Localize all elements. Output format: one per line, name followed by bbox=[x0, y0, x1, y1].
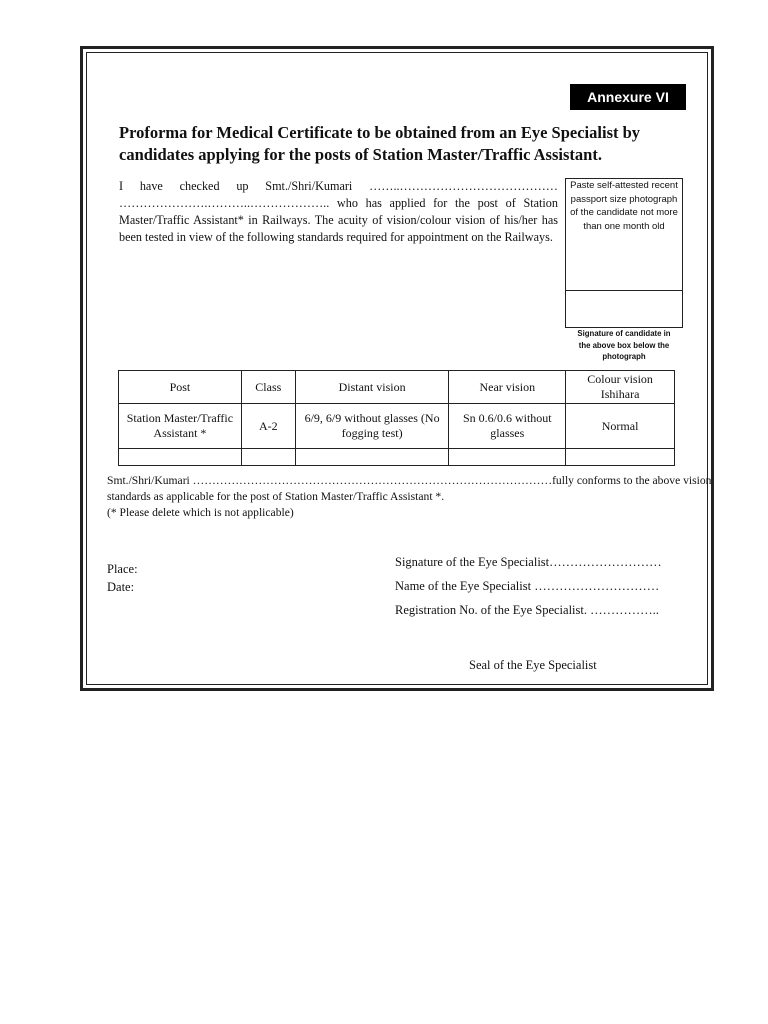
vision-standards-table bbox=[118, 370, 675, 466]
signature-caption: Signature of candidate in the above box below the photograph bbox=[577, 329, 671, 361]
table-cell bbox=[295, 449, 449, 466]
place-label: Place: bbox=[107, 562, 138, 576]
intro-paragraph: I have checked up Smt./Shri/Kumari ……..………………………………… ………………….………..……………….. who has applied for the post of Station Master/Traffic Assistant* in Railways. The acuity of vision/colour vision of his/her has been tested in view of the following standards required for appointment on the Railways. bbox=[119, 179, 558, 244]
table-cell: Sn 0.6/0.6 without glasses bbox=[449, 404, 566, 449]
registration-number-line: Registration No. of the Eye Specialist. …………….. bbox=[395, 603, 659, 617]
table-header: Class bbox=[241, 371, 295, 404]
table-header: Near vision bbox=[449, 371, 566, 404]
photo-instructions: Paste self-attested recent passport size photograph of the candidate not more than one month old bbox=[570, 180, 678, 232]
table-cell: A-2 bbox=[241, 404, 295, 449]
table-row bbox=[119, 404, 675, 449]
table-cell bbox=[566, 449, 675, 466]
specialist-name-line: Name of the Eye Specialist ………………………… bbox=[395, 579, 660, 593]
date-label: Date: bbox=[107, 580, 135, 594]
deletion-note: (* Please delete which is not applicable) bbox=[107, 506, 294, 519]
table-header: Distant vision bbox=[295, 371, 449, 404]
table-cell bbox=[119, 449, 242, 466]
table-cell: Normal bbox=[566, 404, 675, 449]
table-cell bbox=[241, 449, 295, 466]
conformity-statement bbox=[107, 473, 712, 521]
seal-label: Seal of the Eye Specialist bbox=[469, 658, 597, 672]
specialist-signature-line: Signature of the Eye Specialist……………………… bbox=[395, 555, 662, 569]
candidate-signature-box bbox=[565, 290, 683, 328]
table-row bbox=[119, 449, 675, 466]
table-cell: Station Master/Traffic Assistant * bbox=[119, 404, 242, 449]
conformity-line: standards as applicable for the post of Station Master/Traffic Assistant *. bbox=[107, 490, 445, 503]
photo-box bbox=[565, 178, 683, 291]
annexure-badge: Annexure VI bbox=[570, 84, 686, 110]
table-header-row bbox=[119, 371, 675, 404]
table-cell: 6/9, 6/9 without glasses (No fogging test) bbox=[295, 404, 449, 449]
table-header: Post bbox=[119, 371, 242, 404]
conformity-line: Smt./Shri/Kumari …………………………………………………………………………………fully conforms to the above vision bbox=[107, 474, 712, 487]
table-header: Colour vision Ishihara bbox=[566, 371, 675, 404]
table-cell bbox=[449, 449, 566, 466]
document-title: Proforma for Medical Certificate to be obtained from an Eye Specialist by candidates applying for the posts of Station Master/Traffic Assistant. bbox=[119, 123, 641, 164]
